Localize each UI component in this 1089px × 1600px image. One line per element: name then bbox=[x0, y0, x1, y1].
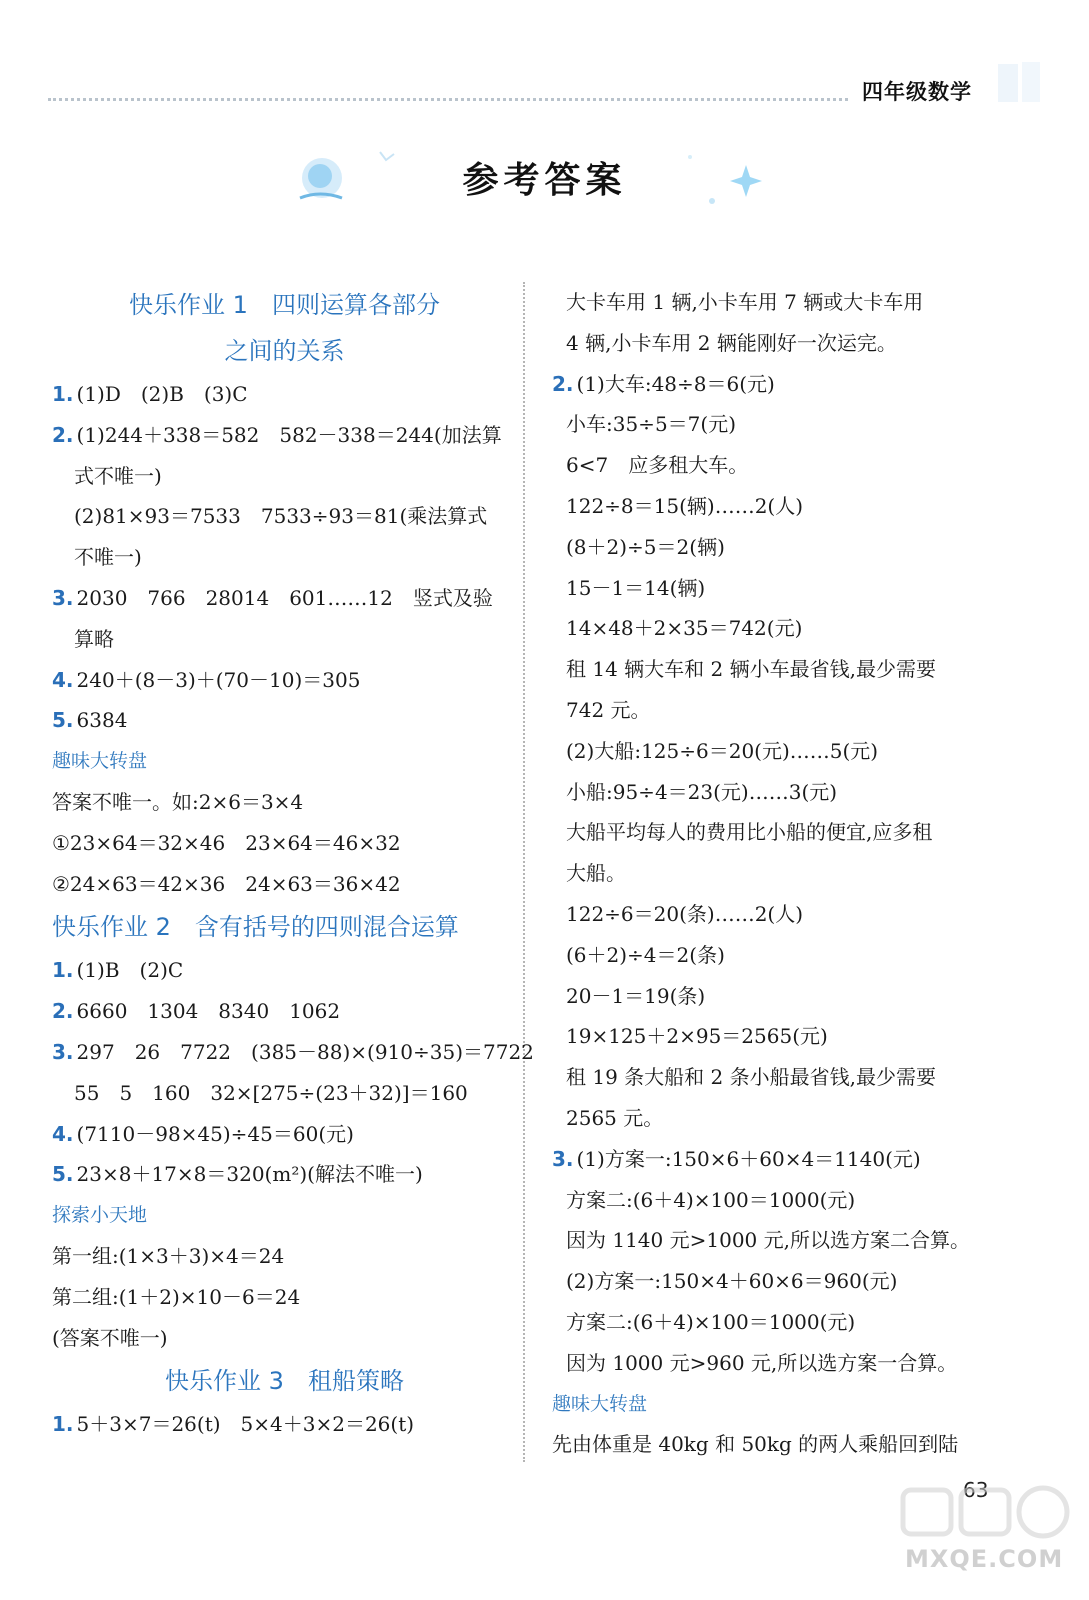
answer-line bbox=[552, 527, 1022, 568]
answer-line bbox=[552, 649, 1022, 690]
answer-line bbox=[552, 1180, 1022, 1221]
section-heading-text: 之间的关系 bbox=[224, 337, 345, 365]
answer-line-text: (6＋2)÷4＝2(条) bbox=[566, 942, 725, 967]
answer-line-text: 14×48＋2×35＝742(元) bbox=[566, 616, 803, 641]
answer-line bbox=[552, 1261, 1022, 1302]
answer-line-text: 55 5 160 32×[275÷(23＋32)]＝160 bbox=[74, 1080, 468, 1105]
answer-line-text: ①23×64＝32×46 23×64＝46×32 bbox=[52, 830, 401, 855]
answer-line bbox=[552, 486, 1022, 527]
right-column bbox=[552, 282, 1022, 1465]
answer-line bbox=[552, 445, 1022, 486]
answer-text: 6660 1304 8340 1062 bbox=[76, 999, 341, 1024]
answer-number: 3. bbox=[52, 585, 74, 610]
answer-item bbox=[552, 364, 1022, 405]
answer-text: 6384 bbox=[76, 708, 128, 733]
answer-line bbox=[552, 1302, 1022, 1343]
answer-line-text: 答案不唯一。如:2×6＝3×4 bbox=[52, 789, 304, 814]
answer-line-text: 15－1＝14(辆) bbox=[566, 575, 706, 600]
answer-text: (1)D (2)B (3)C bbox=[76, 382, 248, 406]
answer-line-text: 122÷6＝20(条)……2(人) bbox=[566, 901, 804, 926]
page-number: 63 bbox=[963, 1478, 989, 1502]
answer-line bbox=[52, 782, 517, 823]
answer-line-text: 小车:35÷5＝7(元) bbox=[566, 412, 736, 437]
answer-number: 4. bbox=[52, 667, 74, 692]
answer-text: 2030 766 28014 601……12 竖式及验 bbox=[76, 585, 493, 610]
answer-number: 2. bbox=[52, 422, 74, 447]
section-heading bbox=[52, 328, 517, 374]
answer-line bbox=[552, 690, 1022, 731]
answer-number: 2. bbox=[52, 999, 74, 1024]
answer-line-text: 方案二:(6＋4)×100＝1000(元) bbox=[566, 1187, 856, 1212]
answer-line bbox=[552, 282, 1022, 323]
answer-text: 240＋(8－3)＋(70－10)＝305 bbox=[76, 667, 361, 692]
answer-line-text: 第二组:(1＋2)×10－6＝24 bbox=[52, 1284, 301, 1309]
sub-heading bbox=[52, 741, 517, 782]
answer-line bbox=[552, 1220, 1022, 1261]
answer-number: 1. bbox=[52, 382, 74, 406]
answer-line-text: (2)大船:125÷6＝20(元)……5(元) bbox=[566, 738, 879, 763]
sub-heading bbox=[552, 1384, 1022, 1425]
answer-line-text: 式不唯一) bbox=[74, 463, 162, 488]
header-subject: 四年级数学 bbox=[862, 80, 972, 104]
sub-heading-text: 探索小天地 bbox=[52, 1204, 148, 1227]
answer-line-text: 20－1＝19(条) bbox=[566, 983, 706, 1008]
sub-heading-text: 趣味大转盘 bbox=[552, 1392, 648, 1415]
answer-text: (1)方案一:150×6＋60×4＝1140(元) bbox=[576, 1146, 921, 1171]
answer-line bbox=[552, 608, 1022, 649]
header-dotted-rule bbox=[48, 98, 848, 101]
answer-text: 297 26 7722 (385－88)×(910÷35)＝7722 bbox=[76, 1039, 534, 1064]
answer-line-text: 大船。 bbox=[566, 861, 626, 886]
watermark-text: MXQE.COM bbox=[905, 1545, 1064, 1573]
watermark-logo-icon bbox=[895, 1480, 1075, 1590]
answer-number: 2. bbox=[552, 371, 574, 396]
answer-item bbox=[52, 578, 517, 619]
section-heading bbox=[52, 904, 517, 950]
answer-number: 5. bbox=[52, 708, 74, 733]
answer-number: 3. bbox=[552, 1146, 574, 1171]
left-column bbox=[52, 282, 534, 1445]
answer-text: (7110－98×45)÷45＝60(元) bbox=[76, 1121, 354, 1146]
answer-item bbox=[52, 1032, 534, 1073]
answer-number: 1. bbox=[52, 1412, 74, 1437]
section-heading-text: 快乐作业 2 含有括号的四则混合运算 bbox=[52, 913, 459, 942]
answer-line bbox=[552, 935, 1022, 976]
answer-line bbox=[552, 568, 1022, 609]
answer-item bbox=[52, 1154, 517, 1195]
answer-line-text: 第一组:(1×3＋3)×4＝24 bbox=[52, 1243, 285, 1268]
answer-line bbox=[552, 1016, 1022, 1057]
section-heading-text: 快乐作业 3 租船策略 bbox=[165, 1367, 404, 1396]
answer-item bbox=[52, 374, 517, 415]
answer-line bbox=[552, 1098, 1022, 1139]
answer-line-text: 算略 bbox=[74, 626, 114, 651]
answer-number: 5. bbox=[52, 1162, 74, 1187]
answer-line bbox=[52, 1073, 517, 1114]
answer-number: 1. bbox=[52, 958, 74, 983]
sparkle-decoration-icon bbox=[660, 145, 780, 215]
answer-line-text: 租 14 辆大车和 2 辆小车最省钱,最少需要 bbox=[566, 657, 936, 682]
answer-line-text: (答案不唯一) bbox=[52, 1325, 168, 1350]
answer-line bbox=[52, 823, 517, 864]
answer-line-text: (8＋2)÷5＝2(辆) bbox=[566, 534, 725, 559]
answer-line bbox=[52, 537, 517, 578]
answer-line-text: 大卡车用 1 辆,小卡车用 7 辆或大卡车用 bbox=[566, 290, 924, 314]
section-heading bbox=[52, 1358, 517, 1404]
answer-item bbox=[552, 1139, 1022, 1180]
sub-heading bbox=[52, 1195, 517, 1236]
answer-line-text: 742 元。 bbox=[566, 697, 651, 722]
answer-line-text: (2)81×93＝7533 7533÷93＝81(乘法算式 bbox=[74, 504, 488, 529]
answer-item bbox=[52, 700, 517, 741]
answer-text: (1)B (2)C bbox=[76, 958, 184, 983]
answer-line-text: 6<7 应多租大车。 bbox=[566, 453, 749, 478]
sub-heading-text: 趣味大转盘 bbox=[52, 750, 148, 773]
answer-line bbox=[552, 812, 1022, 853]
answer-line bbox=[52, 619, 517, 660]
answer-number: 3. bbox=[52, 1039, 74, 1064]
answer-item bbox=[52, 1404, 517, 1445]
answer-line bbox=[52, 864, 517, 905]
column-divider bbox=[523, 282, 525, 1462]
answer-line bbox=[552, 976, 1022, 1017]
section-heading bbox=[52, 282, 517, 328]
answer-item bbox=[52, 950, 517, 991]
answer-line bbox=[552, 1424, 1022, 1465]
answer-line bbox=[552, 894, 1022, 935]
answer-line-text: 先由体重是 40kg 和 50kg 的两人乘船回到陆 bbox=[552, 1432, 959, 1457]
answer-line bbox=[52, 496, 517, 537]
answer-text: (1)244＋338＝582 582－338＝244(加法算 bbox=[76, 422, 502, 447]
answer-item bbox=[52, 991, 517, 1032]
answer-text: 23×8＋17×8＝320(m²)(解法不唯一) bbox=[76, 1162, 423, 1187]
answer-line bbox=[552, 323, 1022, 364]
answer-line-text: 122÷8＝15(辆)……2(人) bbox=[566, 493, 804, 518]
answer-line bbox=[52, 1277, 517, 1318]
answer-line bbox=[52, 1236, 517, 1277]
answer-item bbox=[52, 660, 517, 701]
answer-number: 4. bbox=[52, 1121, 74, 1146]
page-title: 参考答案 bbox=[462, 160, 627, 201]
answer-line-text: 4 辆,小卡车用 2 辆能刚好一次运完。 bbox=[566, 330, 897, 355]
answer-line-text: 19×125＋2×95＝2565(元) bbox=[566, 1024, 828, 1049]
answer-line bbox=[52, 1318, 517, 1359]
answer-line bbox=[552, 404, 1022, 445]
answer-text: 5＋3×7＝26(t) 5×4＋3×2＝26(t) bbox=[76, 1412, 415, 1437]
answer-line bbox=[552, 853, 1022, 894]
answer-line bbox=[552, 1057, 1022, 1098]
section-heading-text: 快乐作业 1 四则运算各部分 bbox=[129, 291, 440, 319]
answer-line bbox=[552, 772, 1022, 813]
answer-line-text: 因为 1000 元>960 元,所以选方案一合算。 bbox=[566, 1350, 958, 1375]
answer-line-text: 小船:95÷4＝23(元)……3(元) bbox=[566, 779, 838, 804]
answer-line-text: 2565 元。 bbox=[566, 1105, 664, 1130]
answer-line bbox=[552, 731, 1022, 772]
corner-decoration-icon bbox=[990, 58, 1050, 108]
answer-line bbox=[552, 1343, 1022, 1384]
answer-line-text: (2)方案一:150×4＋60×6＝960(元) bbox=[566, 1269, 898, 1294]
answer-item bbox=[52, 415, 517, 456]
answer-text: (1)大车:48÷8＝6(元) bbox=[576, 371, 775, 396]
answer-line-text: 方案二:(6＋4)×100＝1000(元) bbox=[566, 1309, 856, 1334]
answer-line bbox=[52, 456, 517, 497]
answer-line-text: ②24×63＝42×36 24×63＝36×42 bbox=[52, 871, 401, 896]
answer-line-text: 因为 1140 元>1000 元,所以选方案二合算。 bbox=[566, 1228, 970, 1253]
answer-item bbox=[52, 1114, 517, 1155]
answer-line-text: 租 19 条大船和 2 条小船最省钱,最少需要 bbox=[566, 1065, 936, 1090]
answer-line-text: 不唯一) bbox=[74, 545, 142, 570]
answer-line-text: 大船平均每人的费用比小船的便宜,应多租 bbox=[566, 820, 933, 845]
